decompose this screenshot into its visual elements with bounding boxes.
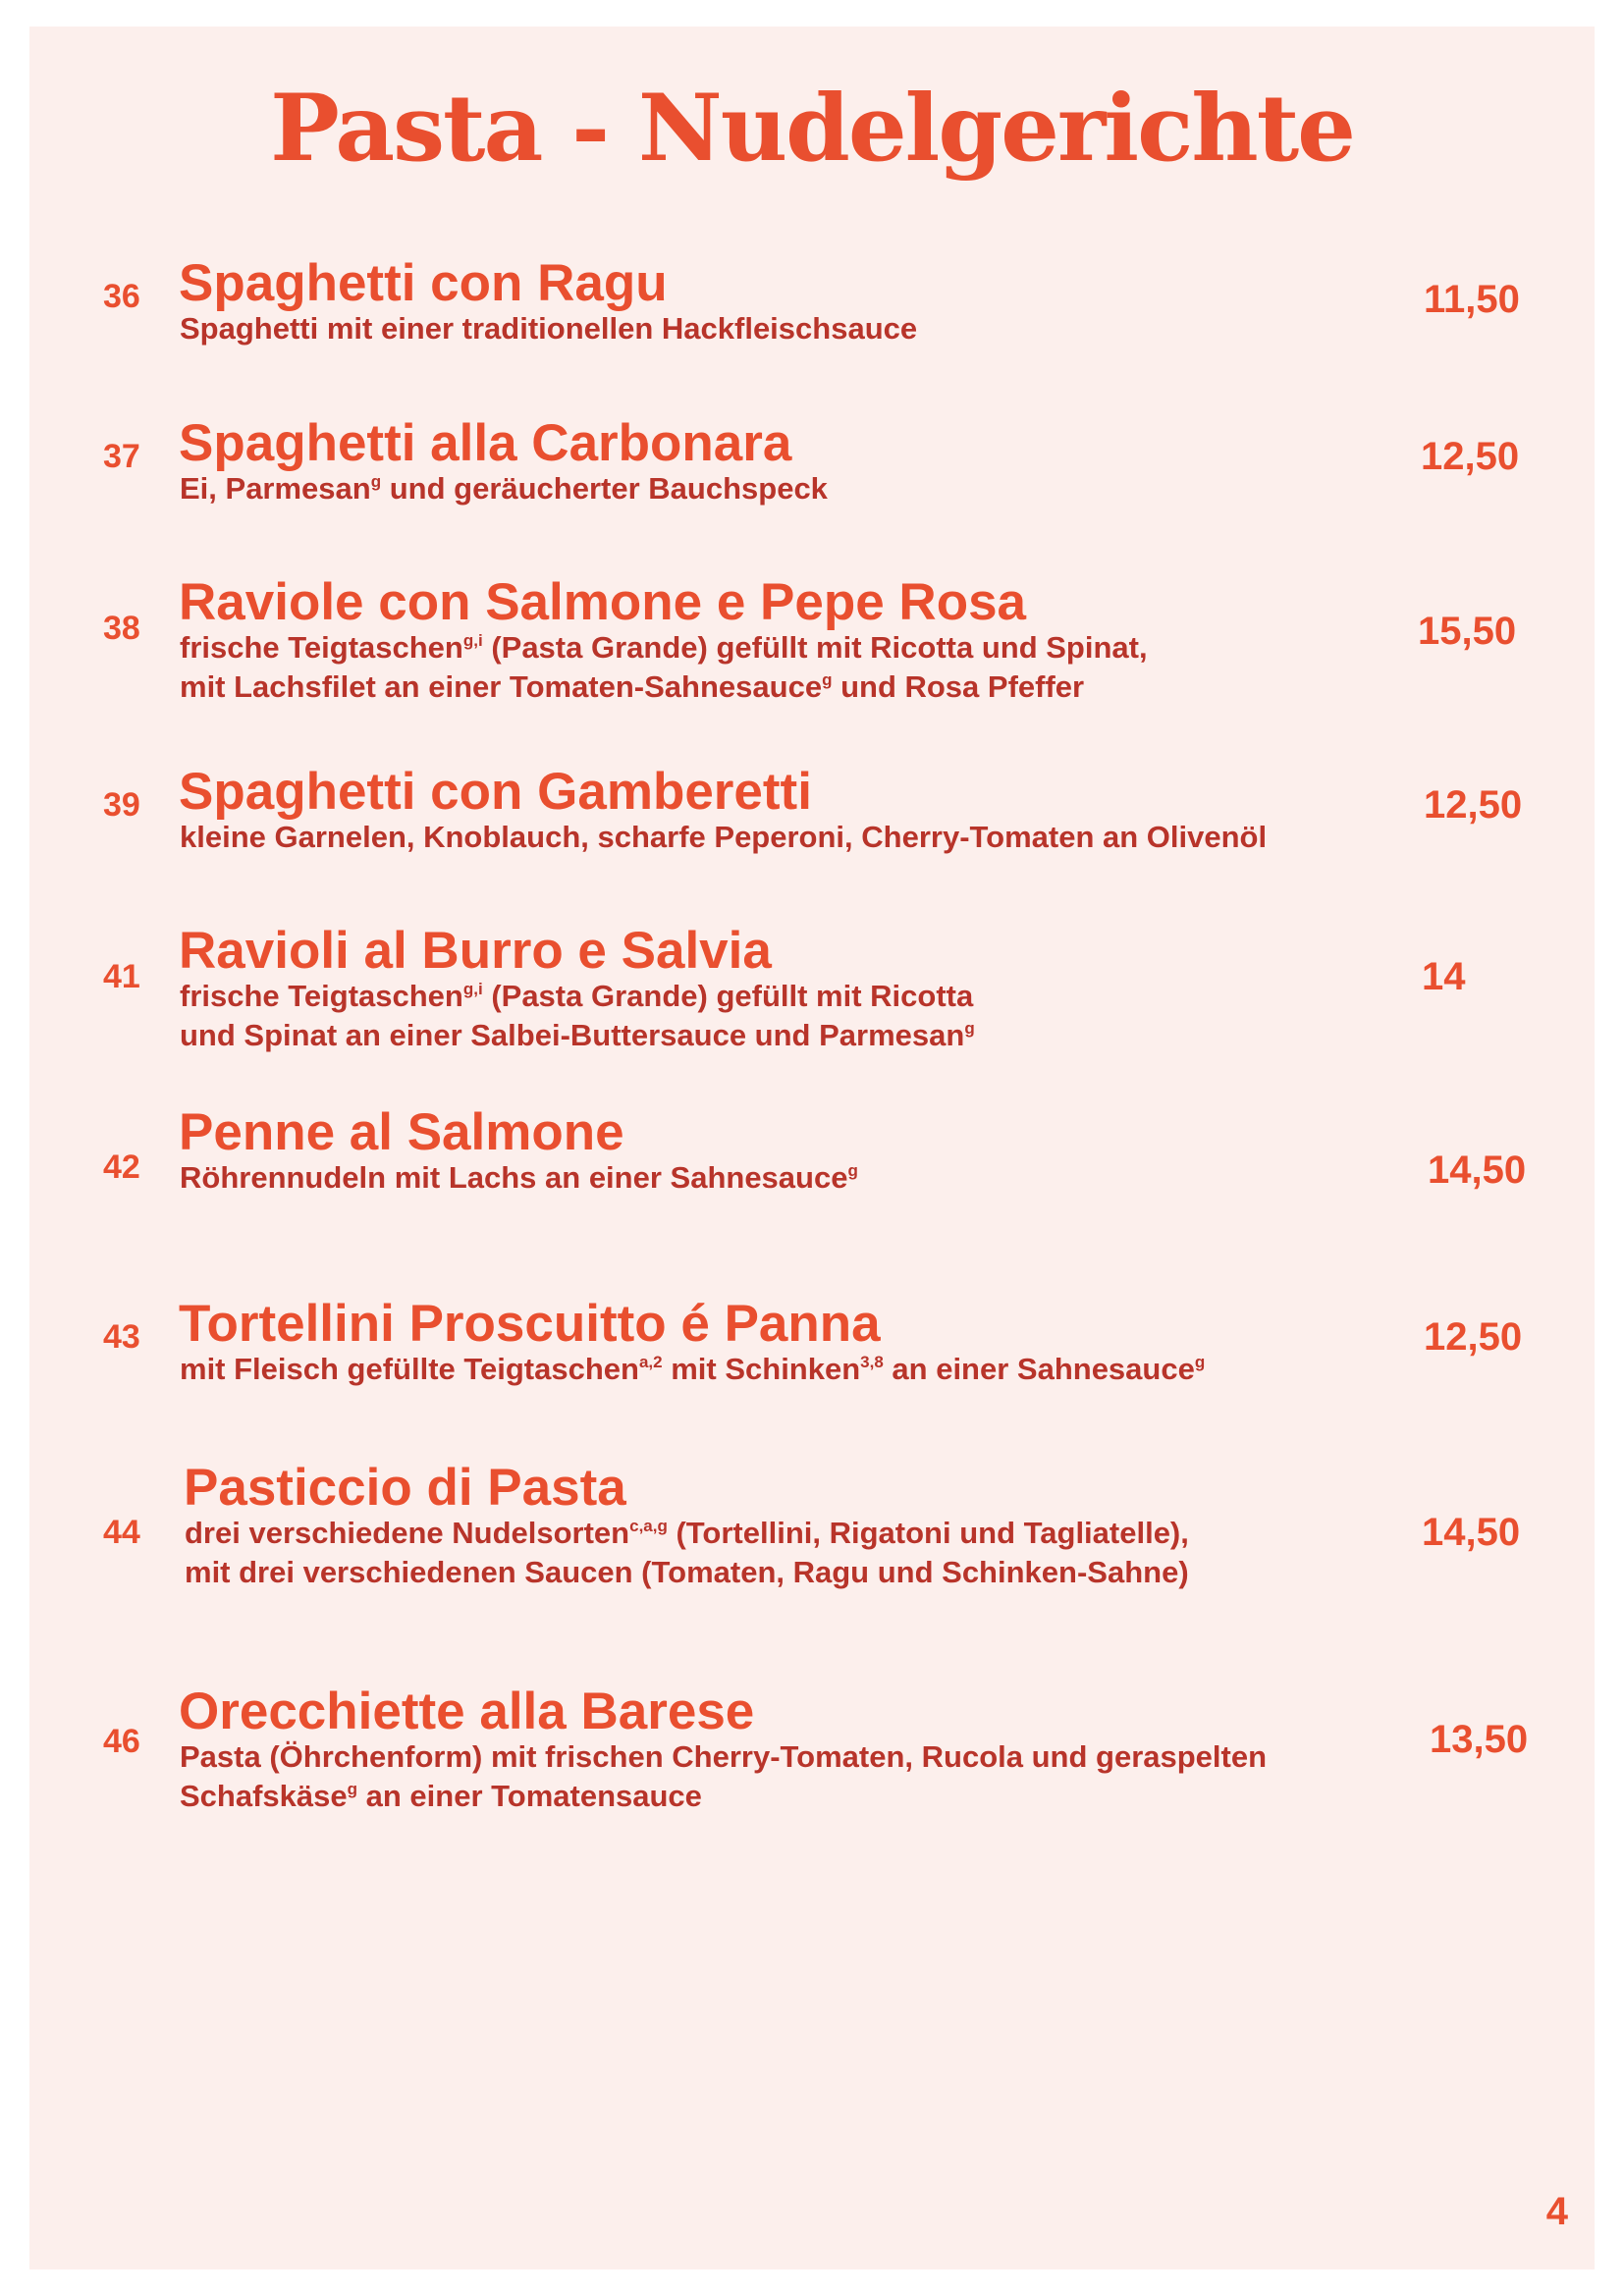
allergen-superscript: g bbox=[347, 1780, 358, 1798]
item-description bbox=[180, 1350, 1205, 1389]
description-line bbox=[180, 309, 917, 348]
description-text: mit Schinken bbox=[662, 1352, 861, 1386]
page-title: Pasta - Nudelgerichte bbox=[270, 75, 1354, 183]
allergen-superscript: g,i bbox=[462, 631, 483, 650]
description-text: kleine Garnelen, Knoblauch, scharfe Peperoni, Cherry-Tomaten an Olivenöl bbox=[180, 820, 1268, 854]
item-number: 39 bbox=[103, 786, 140, 824]
description-text: mit Fleisch gefüllte Teigtaschen bbox=[180, 1352, 639, 1386]
item-name: Raviole con Salmone e Pepe Rosa bbox=[179, 573, 1027, 631]
item-name: Tortellini Proscuitto é Panna bbox=[179, 1295, 881, 1353]
description-line bbox=[180, 977, 975, 1016]
item-price: 13,50 bbox=[1430, 1718, 1529, 1761]
item-price: 11,50 bbox=[1424, 278, 1520, 321]
description-text: und Rosa Pfeffer bbox=[832, 669, 1085, 704]
description-text: Röhrennudeln mit Lachs an einer Sahnesauce bbox=[180, 1160, 848, 1195]
item-number: 41 bbox=[103, 958, 140, 995]
description-text: an einer Sahnesauce bbox=[883, 1352, 1195, 1386]
description-line bbox=[180, 1737, 1267, 1777]
description-text: Spaghetti mit einer traditionellen Hackfleischsauce bbox=[180, 311, 918, 346]
item-price: 12,50 bbox=[1421, 435, 1520, 478]
description-text: und Spinat an einer Salbei-Buttersauce und Parmesan bbox=[180, 1018, 965, 1052]
allergen-superscript: g bbox=[370, 472, 382, 491]
description-line bbox=[185, 1553, 1189, 1592]
allergen-superscript: c,a,g bbox=[629, 1517, 668, 1535]
description-text: Schafskäse bbox=[180, 1779, 348, 1813]
description-line bbox=[180, 628, 1148, 667]
description-text: an einer Tomatensauce bbox=[357, 1779, 702, 1813]
item-number: 38 bbox=[103, 610, 140, 647]
item-number: 46 bbox=[103, 1723, 140, 1760]
allergen-superscript: g bbox=[822, 670, 833, 689]
menu-page bbox=[29, 27, 1595, 2269]
item-number: 43 bbox=[103, 1318, 140, 1356]
item-price: 14 bbox=[1422, 955, 1466, 998]
item-number: 44 bbox=[103, 1514, 140, 1551]
description-text: und geräucherter Bauchspeck bbox=[381, 471, 828, 506]
item-number: 37 bbox=[103, 438, 140, 475]
item-name: Penne al Salmone bbox=[179, 1103, 624, 1161]
description-line bbox=[185, 1514, 1189, 1553]
description-line bbox=[180, 1350, 1205, 1389]
item-description bbox=[180, 628, 1148, 707]
description-line bbox=[180, 1158, 858, 1198]
description-text: Ei, Parmesan bbox=[180, 471, 371, 506]
item-name: Spaghetti alla Carbonara bbox=[179, 414, 792, 472]
allergen-superscript: a,2 bbox=[638, 1353, 663, 1371]
item-name: Orecchiette alla Barese bbox=[179, 1682, 755, 1740]
item-price: 14,50 bbox=[1422, 1511, 1521, 1554]
description-text: drei verschiedene Nudelsorten bbox=[185, 1516, 630, 1550]
item-description bbox=[180, 1158, 858, 1198]
page-number: 4 bbox=[1545, 2190, 1568, 2233]
item-price: 12,50 bbox=[1424, 783, 1523, 827]
description-text: (Pasta Grande) gefüllt mit Ricotta und Spinat, bbox=[482, 630, 1148, 665]
allergen-superscript: g bbox=[1194, 1353, 1206, 1371]
allergen-superscript: 3,8 bbox=[860, 1353, 884, 1371]
item-price: 12,50 bbox=[1424, 1315, 1523, 1359]
item-description bbox=[180, 818, 1267, 857]
item-description bbox=[180, 309, 917, 348]
description-text: mit Lachsfilet an einer Tomaten-Sahnesauce bbox=[180, 669, 823, 704]
item-description bbox=[180, 977, 975, 1055]
item-description bbox=[180, 469, 828, 508]
item-description bbox=[185, 1514, 1189, 1592]
description-line bbox=[180, 1777, 1267, 1816]
description-text: (Tortellini, Rigatoni und Tagliatelle), bbox=[667, 1516, 1189, 1550]
allergen-superscript: g,i bbox=[462, 980, 483, 998]
item-name: Spaghetti con Ragu bbox=[179, 254, 668, 312]
description-text: frische Teigtaschen bbox=[180, 979, 463, 1013]
item-number: 42 bbox=[103, 1148, 140, 1186]
description-text: (Pasta Grande) gefüllt mit Ricotta bbox=[482, 979, 974, 1013]
description-line bbox=[180, 469, 828, 508]
description-line bbox=[180, 818, 1267, 857]
description-line bbox=[180, 1016, 975, 1055]
description-text: mit drei verschiedenen Saucen (Tomaten, Ragu und Schinken-Sahne) bbox=[185, 1555, 1189, 1589]
allergen-superscript: g bbox=[964, 1019, 975, 1038]
description-text: Pasta (Öhrchenform) mit frischen Cherry-Tomaten, Rucola und geraspelten bbox=[180, 1739, 1268, 1774]
item-price: 14,50 bbox=[1428, 1148, 1527, 1192]
item-name: Pasticcio di Pasta bbox=[184, 1459, 626, 1517]
allergen-superscript: g bbox=[847, 1161, 858, 1180]
item-name: Spaghetti con Gamberetti bbox=[179, 763, 812, 821]
item-description bbox=[180, 1737, 1267, 1816]
item-name: Ravioli al Burro e Salvia bbox=[179, 922, 772, 980]
description-text: frische Teigtaschen bbox=[180, 630, 463, 665]
description-line bbox=[180, 667, 1148, 707]
item-price: 15,50 bbox=[1418, 610, 1517, 653]
item-number: 36 bbox=[103, 278, 140, 315]
